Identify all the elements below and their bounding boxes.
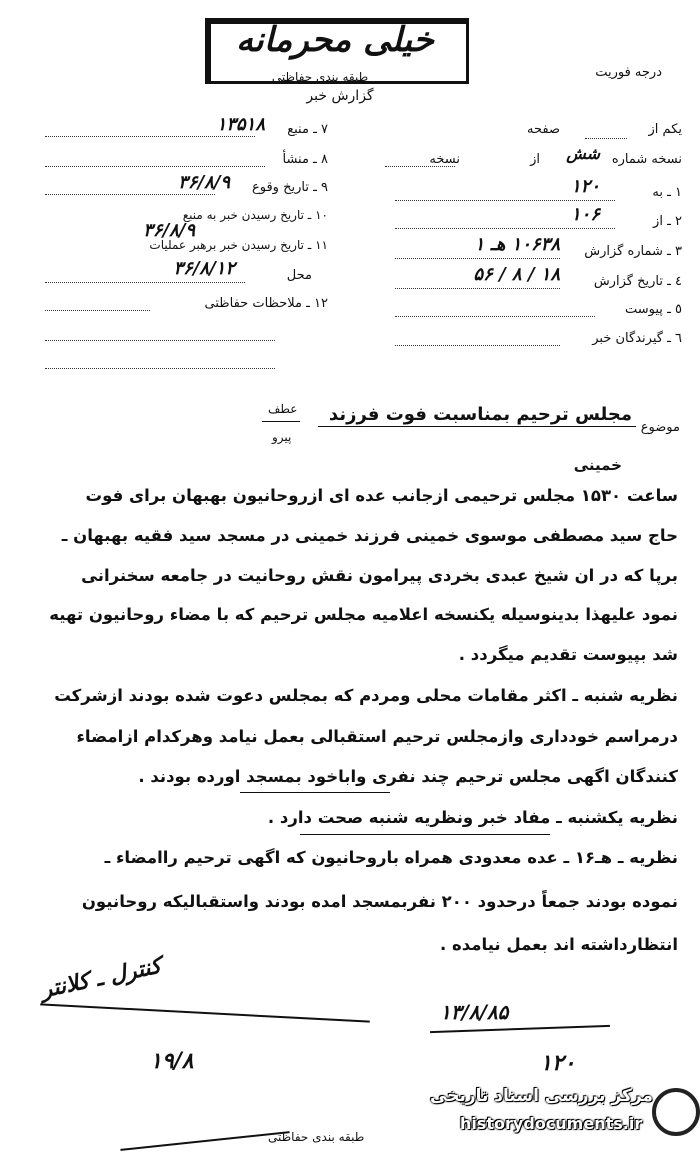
place-label: محل xyxy=(286,268,312,283)
arrival-ops-dots xyxy=(45,282,245,283)
attachment-label: ٥ ـ پیوست xyxy=(625,302,682,317)
source-label: ۷ ـ منبع xyxy=(287,122,328,137)
body-line: نظریه ـ هـ۱۶ ـ عده معدودی همراه باروحانیون که اگهی ترحیم راامضاء ـ xyxy=(104,848,678,867)
watermark-url: historydocuments.ir xyxy=(460,1114,643,1133)
handwritten-code: ۱۲۰ xyxy=(540,1050,576,1076)
notes-dots-2 xyxy=(45,340,275,341)
body-line: حاج سید مصطفی موسوی خمینی فرزند خمینی در مسجد سید فقیه بهبهان ـ xyxy=(61,526,678,545)
copy-number-label: نسخه شماره xyxy=(611,152,682,167)
body-line: نظریه شنبه ـ اکثر مقامات محلی ومردم که بمجلس دعوت شده بودند ازشرکت xyxy=(54,686,678,705)
report-number-label: ۳ ـ شماره گزارش xyxy=(584,244,682,259)
copy-of-value: شش xyxy=(566,144,600,163)
copy-dots xyxy=(385,166,455,167)
recipients-dots xyxy=(395,345,560,346)
watermark-text: مرکز بررسی اسناد تاریخی xyxy=(430,1086,653,1106)
to-value: ۱۲۰ xyxy=(570,176,600,197)
archive-logo xyxy=(652,1088,700,1136)
priority-label: درجه فوریت xyxy=(595,65,662,80)
body-line: انتظارداشته اند بعمل نیامده . xyxy=(440,935,678,954)
copy-of-label: از xyxy=(530,152,540,167)
body-line: نموده بودند جمعاً درحدود ۲۰۰ نفربمسجد امده بودند واستقبالیکه روحانیون xyxy=(81,892,678,911)
protective-notes-dots xyxy=(45,310,150,311)
report-date-dots xyxy=(395,288,560,289)
occurrence-date-dots xyxy=(45,194,215,195)
arrival-ops-label: ۱۱ ـ تاریخ رسیدن خبر برهبر عملیات xyxy=(149,238,328,252)
handwritten-approval-date: ۱۳/۸/۸۵ xyxy=(440,1000,509,1024)
protective-notes-label: ۱۲ ـ ملاحظات حفاظتی xyxy=(204,296,328,311)
report-number-dots xyxy=(395,258,560,259)
page-dots xyxy=(585,138,627,139)
origin-dots xyxy=(45,166,265,167)
source-value: ۱۳۵۱۸ xyxy=(216,114,265,135)
underline-mark xyxy=(240,792,390,793)
page-label: صفحه xyxy=(527,122,560,137)
signature-stroke xyxy=(40,1003,370,1022)
page-field-label: یکم از xyxy=(648,122,682,137)
from-label: ۲ ـ از xyxy=(653,214,682,229)
handwritten-date: ۱۹/۸ xyxy=(150,1048,194,1074)
arrival-source-label: ۱۰ ـ تاریخ رسیدن خبر به منبع xyxy=(182,208,328,222)
report-date-label: ٤ ـ تاریخ گزارش xyxy=(593,274,682,289)
report-number-value: ۱۰۶۳۸ هـ ۱ xyxy=(474,234,560,255)
subject-underline xyxy=(318,426,636,427)
attachment-dots xyxy=(395,316,595,317)
reference-atf: عطف xyxy=(268,402,298,416)
reference-divider xyxy=(262,421,300,422)
body-line: نمود علیهذا بدینوسیله یکنسخه اعلامیه مجلس ترحیم که با مضاء روحانیون تهیه xyxy=(49,605,678,624)
arrival-source-value: ۳۶/۸/۹ xyxy=(143,220,195,241)
underline-mark xyxy=(300,834,550,835)
handwritten-control-note: کنترل ـ کلانتر xyxy=(38,952,164,1004)
origin-label: ۸ ـ منشأ xyxy=(282,152,328,167)
body-line: شد بپیوست تقدیم میگردد . xyxy=(458,645,678,664)
body-line: نظریه یکشنبه ـ مفاد خبر ونظریه شنبه صحت دارد . xyxy=(267,808,678,827)
subject-text: مجلس ترحیم بمناسبت فوت فرزند xyxy=(328,404,632,425)
arrival-ops-value: ۳۶/۸/۱۲ xyxy=(173,258,235,279)
from-value: ۱۰۶ xyxy=(570,204,600,225)
copy-label: نسخه xyxy=(429,152,460,167)
footer-classification: طبقه بندی حفاظتی xyxy=(268,1130,365,1144)
signature-stroke xyxy=(120,1131,289,1151)
to-dots xyxy=(395,200,615,201)
approval-strike xyxy=(430,1025,610,1033)
recipients-label: ٦ ـ گیرندگان خبر xyxy=(592,331,682,346)
classification-stamp: خیلی محرمانه xyxy=(236,20,434,60)
to-label: ۱ ـ به xyxy=(652,185,682,200)
body-line: درمراسم خودداری وازمجلس ترحیم استقبالی بعمل نیامد وهرکدام ازامضاء xyxy=(76,727,678,746)
source-dots xyxy=(45,136,255,137)
body-line: برپا که در ان شیخ عبدی بخردی پیرامون نقش روحانیت در جامعه سخنرانی xyxy=(81,566,678,585)
subject-label: موضوع xyxy=(640,420,680,435)
report-type-label: گزارش خبر xyxy=(306,88,374,104)
notes-dots-3 xyxy=(45,368,275,369)
reference-peyro: پیرو xyxy=(272,430,292,444)
subject-person: خمینی xyxy=(573,456,622,474)
body-line: کنندگان اگهی مجلس ترحیم چند نفری واباخود بمسجد اورده بودند . xyxy=(138,767,678,786)
occurrence-date-label: ۹ ـ تاریخ وقوع xyxy=(251,180,328,195)
report-date-value: ۱۸ / ۸ / ۵۶ xyxy=(473,264,560,285)
body-line: ساعت ۱۵۳۰ مجلس ترحیمی ازجانب عده ای ازروحانیون بهبهان برای فوت xyxy=(85,486,678,505)
occurrence-date-value: ۳۶/۸/۹ xyxy=(178,172,230,193)
classification-sub-label: طبقه بندی حفاظتی xyxy=(271,70,369,84)
from-dots xyxy=(395,228,615,229)
